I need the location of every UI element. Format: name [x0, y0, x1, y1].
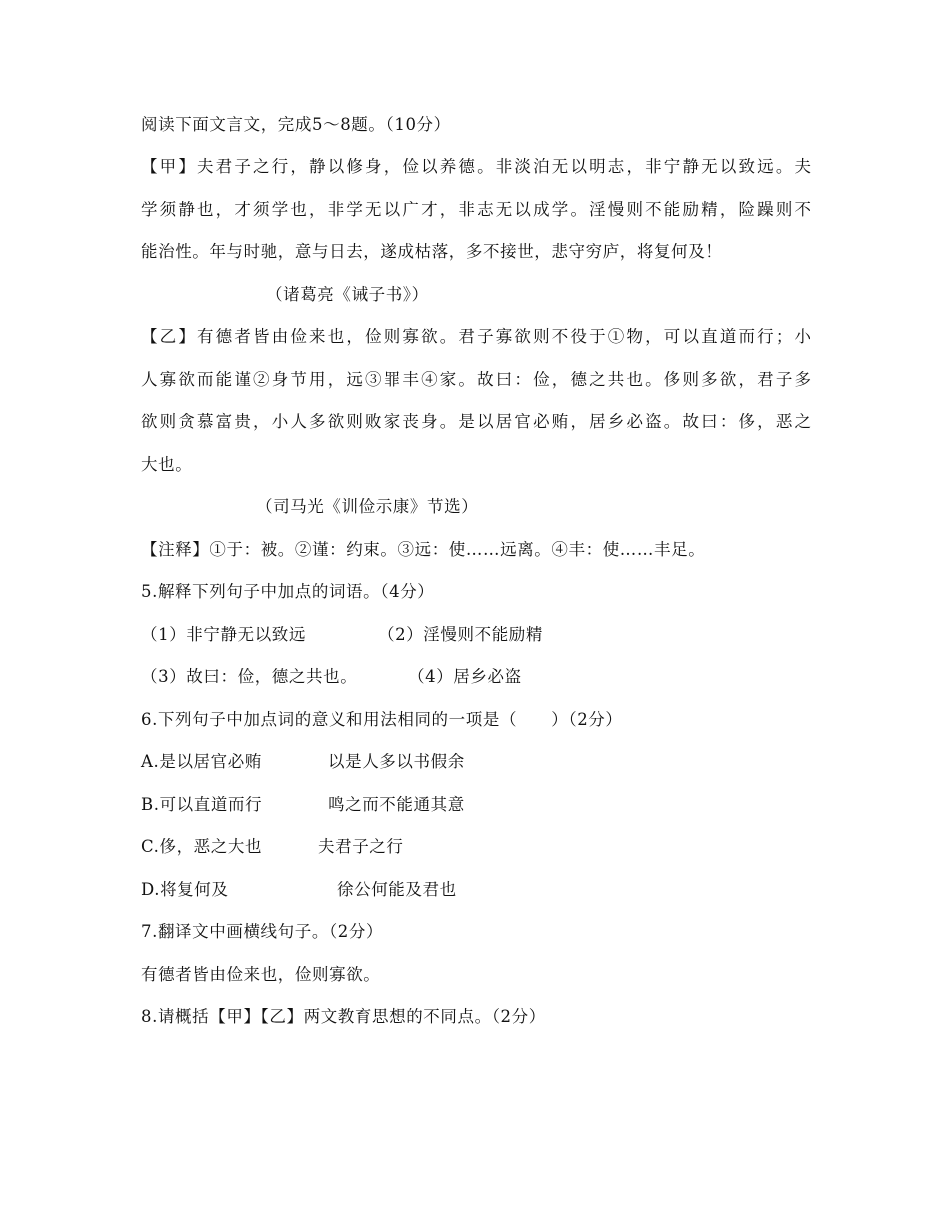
question-6-option-a: A.是以居官必贿	[141, 752, 262, 771]
passage-yi-line: 【乙】有德者皆由俭来也，俭则寡欲。君子寡欲则不役于①物，可以直道而行；小	[141, 327, 811, 346]
annotation-notes: 【注释】①于：被。②谨：约束。③远：使……远离。④丰：使……丰足。	[141, 540, 706, 559]
question-6-option-b: B.可以直道而行	[141, 795, 263, 814]
passage-yi-line: 大也。	[141, 455, 193, 474]
question-6-option-d-pair: 徐公何能及君也	[337, 880, 457, 899]
question-6-option-c: C.侈，恶之大也	[141, 837, 263, 856]
question-6-option-c-pair: 夫君子之行	[318, 837, 404, 856]
question-5-item: （2）淫慢则不能励精	[378, 625, 543, 644]
question-6-option-a-pair: 以是人多以书假余	[328, 752, 465, 771]
passage-jia-line: 学须静也，才须学也，非学无以广才，非志无以成学。淫慢则不能励精，险躁则不	[141, 200, 811, 219]
passage-yi-line: 欲则贪慕富贵，小人多欲则败家丧身。是以居官必贿，居乡必盗。故曰：侈，恶之	[141, 412, 811, 431]
passage-yi-line: 人寡欲而能谨②身节用，远③罪丰④家。故曰：俭，德之共也。侈则多欲，君子多	[141, 370, 811, 389]
question-5-item: （4）居乡必盗	[408, 667, 522, 686]
question-5-item: （3）故曰：俭，德之共也。	[141, 667, 358, 686]
passage-jia-line: 【甲】夫君子之行，静以修身，俭以养德。非淡泊无以明志，非宁静无以致远。夫	[141, 157, 811, 176]
passage-jia-source: （诸葛亮《诫子书》）	[266, 285, 429, 304]
question-5-title: 5.解释下列句子中加点的词语。（4分）	[141, 582, 435, 601]
reading-intro: 阅读下面文言文，完成5～8题。（10分）	[141, 115, 451, 134]
passage-jia-line: 能治性。年与时驰，意与日去，遂成枯落，多不接世，悲守穷庐，将复何及！	[141, 242, 723, 261]
question-7-title: 7.翻译文中画横线句子。（2分）	[141, 922, 384, 941]
question-7-sentence: 有德者皆由俭来也，俭则寡欲。	[141, 965, 381, 984]
question-8-title: 8.请概括【甲】【乙】两文教育思想的不同点。（2分）	[141, 1007, 546, 1026]
question-6-option-d: D.将复何及	[141, 880, 229, 899]
question-6-option-b-pair: 鸣之而不能通其意	[328, 795, 465, 814]
question-5-item: （1）非宁静无以致远	[141, 625, 306, 644]
passage-yi-source: （司马光《训俭示康》节选）	[256, 497, 479, 516]
question-6-title: 6.下列句子中加点词的意义和用法相同的一项是（ ）（2分）	[141, 710, 623, 729]
